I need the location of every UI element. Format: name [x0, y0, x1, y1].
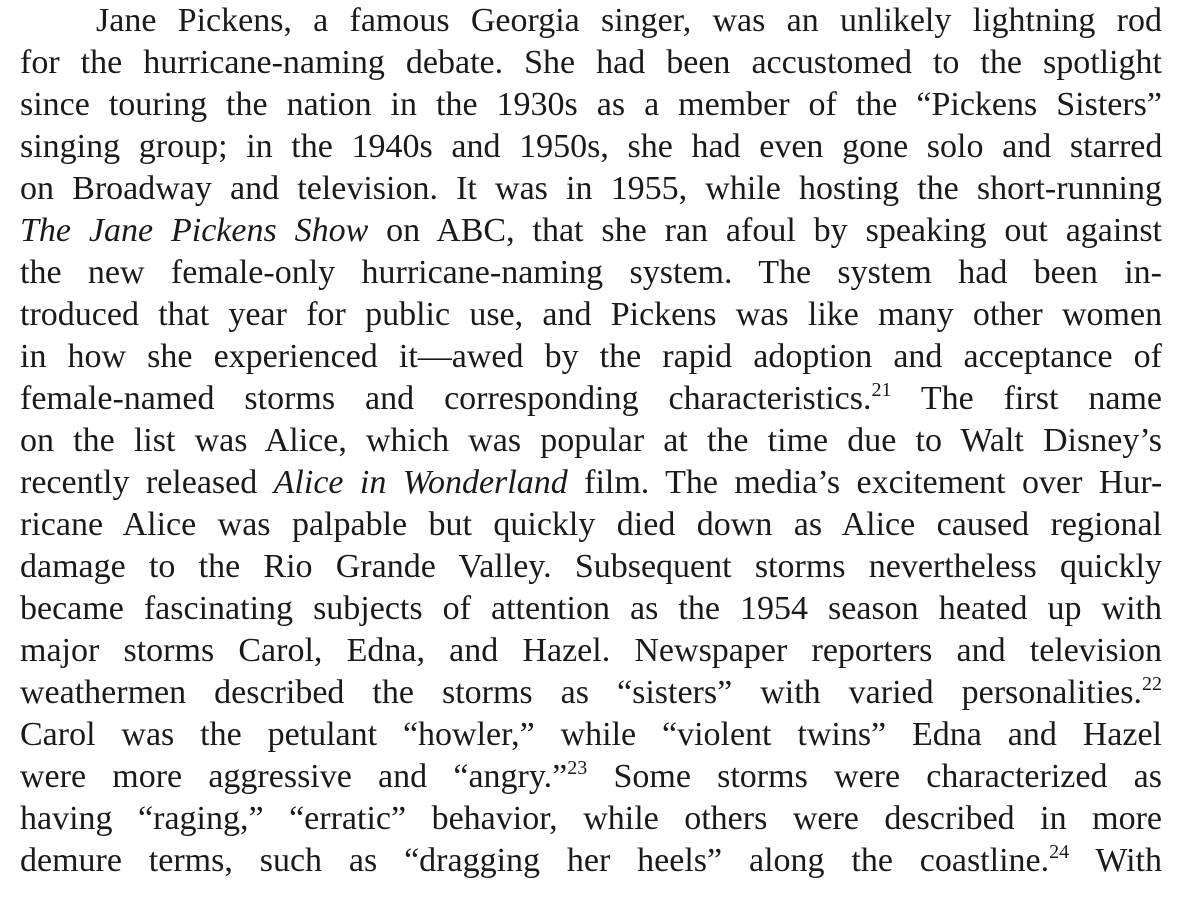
text-run: on Broadway and television. It was in 1955, while hosting the short-running — [20, 170, 1162, 207]
footnote-marker: 22 — [1142, 673, 1162, 695]
text-line — [20, 378, 1162, 420]
text-run: With — [1069, 842, 1162, 879]
text-run: demure terms, such as “dragging her heels” along the coastline. — [20, 842, 1050, 879]
text-run: Jane Pickens, a famous Georgia singer, was an unlikely lightning rod — [96, 2, 1162, 39]
text-line — [20, 210, 1162, 252]
text-run: having “raging,” “erratic” behavior, while others were described in more — [20, 800, 1162, 837]
text-run: The first name — [891, 380, 1162, 417]
text-run: Carol was the petulant “howler,” while “violent twins” Edna and Hazel — [20, 716, 1162, 753]
text-line — [20, 252, 1162, 294]
text-run: recently released — [20, 464, 274, 501]
text-run: on the list was Alice, which was popular at the time due to Walt Disney’s — [20, 422, 1162, 459]
text-run: singing group; in the 1940s and 1950s, she had even gone solo and starred — [20, 128, 1162, 165]
text-line — [20, 294, 1162, 336]
text-run: Some storms were characterized as — [587, 758, 1162, 795]
footnote-marker: 21 — [871, 379, 892, 401]
text-line — [20, 42, 1162, 84]
body-paragraph — [20, 0, 1162, 882]
italic-title: Alice in Wonderland — [273, 464, 568, 501]
text-run: the new female-only hurricane-naming system. The system had been in- — [20, 254, 1162, 291]
text-line — [20, 336, 1162, 378]
text-line — [20, 546, 1162, 588]
footnote-marker: 24 — [1049, 841, 1070, 863]
text-line — [20, 588, 1162, 630]
text-run: damage to the Rio Grande Valley. Subsequent storms nevertheless quickly — [20, 548, 1162, 585]
text-run: weathermen described the storms as “sisters” with varied personalities. — [20, 674, 1142, 711]
text-line — [20, 756, 1162, 798]
text-line — [20, 504, 1162, 546]
text-line — [20, 840, 1162, 882]
text-line — [20, 714, 1162, 756]
text-run: for the hurricane-naming debate. She had been accustomed to the spotlight — [20, 44, 1162, 81]
text-run: since touring the nation in the 1930s as a member of the “Pickens Sisters” — [20, 86, 1162, 123]
text-run: film. The media’s excitement over Hur- — [567, 464, 1162, 501]
text-run: became fascinating subjects of attention as the 1954 season heated up with — [20, 590, 1162, 627]
text-run: were more aggressive and “angry.” — [20, 758, 568, 795]
text-run: female-named storms and corresponding characteristics. — [20, 380, 872, 417]
footnote-marker: 23 — [567, 757, 588, 779]
text-run: troduced that year for public use, and Pickens was like many other women — [20, 296, 1162, 333]
text-line — [20, 420, 1162, 462]
text-line — [20, 462, 1162, 504]
text-line — [20, 0, 1162, 42]
text-line — [20, 168, 1162, 210]
italic-title: The Jane Pickens Show — [20, 212, 369, 249]
text-run: in how she experienced it—awed by the rapid adoption and acceptance of — [20, 338, 1162, 375]
text-line — [20, 672, 1162, 714]
text-line — [20, 126, 1162, 168]
text-line — [20, 798, 1162, 840]
text-run: major storms Carol, Edna, and Hazel. Newspaper reporters and television — [20, 632, 1162, 669]
text-run: on ABC, that she ran afoul by speaking out against — [368, 212, 1162, 249]
text-line — [20, 84, 1162, 126]
text-run: ricane Alice was palpable but quickly died down as Alice caused regional — [20, 506, 1162, 543]
text-line — [20, 630, 1162, 672]
